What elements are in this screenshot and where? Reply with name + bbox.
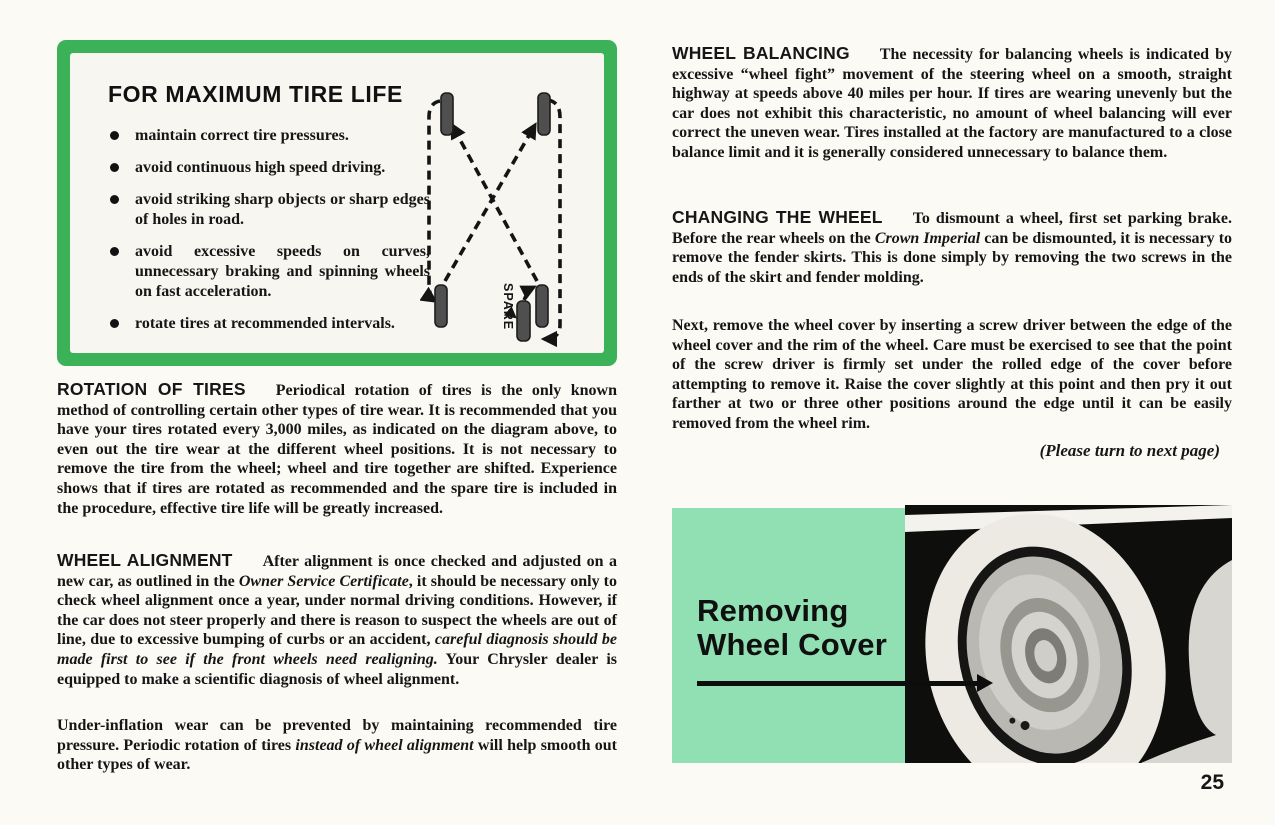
removing-cover-paragraph bbox=[672, 316, 1232, 434]
bullet-dot-icon bbox=[110, 195, 119, 204]
bullet-dot-icon bbox=[110, 163, 119, 172]
tire-rear-right-icon bbox=[536, 285, 548, 327]
changing-the-wheel-body-2: can be dismounted, it is necessary to remove the fender skirts. This is done simply by removing the two screws in the ends of the skirt and fender molding. bbox=[672, 229, 1233, 286]
tip-text: avoid excessive speeds on curves, unnecessary braking and spinning wheels on fast acceleration. bbox=[135, 243, 430, 300]
wheel-balancing-body: The necessity for balancing wheels is indicated by excessive “wheel fight” movement of the steering wheel on a smooth, straight highway at speeds above 40 miles per hour. If tires are wearing unevenly but the car does not exhibit this characteristic, no amount of wheel balancing will ever correct the uneven wear. Tires installed at the factory are manufactured to a close balance limit and it is generally considered unnecessary to balance them. bbox=[672, 46, 1232, 161]
bullet-dot-icon bbox=[110, 131, 119, 140]
changing-the-wheel-paragraph bbox=[672, 208, 1232, 287]
figure-caption-line2: Wheel Cover bbox=[697, 627, 887, 662]
caption-pointer-arrowhead-icon bbox=[977, 674, 993, 692]
list-item bbox=[108, 158, 430, 178]
changing-the-wheel-italic-1: Crown Imperial bbox=[874, 229, 981, 247]
wheel-alignment-heading: WHEEL ALIGNMENT bbox=[57, 550, 233, 570]
tire-life-tips-box bbox=[57, 40, 617, 366]
wheel-alignment-italic-1: Owner Service Certificate bbox=[238, 572, 409, 590]
under-inflation-italic-1: instead of wheel alignment bbox=[295, 736, 474, 754]
wheel-photo bbox=[905, 505, 1232, 763]
bullet-dot-icon bbox=[110, 247, 119, 256]
removing-cover-body: Next, remove the wheel cover by inserting a screw driver between the edge of the wheel cover and the rim of the wheel. Care must be exercised to see that the point of the screw driver is firmly set under the rolled edge of the cover before attempting to remove it. Raise the cover slightly at this point and then pry it out farther at two or three other positions around the edge until it can be easily removed from the wheel rim. bbox=[672, 317, 1232, 432]
changing-the-wheel-heading: CHANGING THE WHEEL bbox=[672, 207, 883, 227]
wheel-alignment-body-1: After alignment is once checked and adjusted on a new car, as outlined in the bbox=[57, 553, 617, 590]
tire-spare-icon bbox=[517, 301, 530, 341]
wheel-balancing-heading: WHEEL BALANCING bbox=[672, 43, 850, 63]
tire-rotation-diagram bbox=[420, 87, 588, 363]
wheel-alignment-body-3: Your Chrysler dealer is equipped to make a scientific diagnosis of wheel alignment. bbox=[57, 650, 618, 688]
list-item bbox=[108, 314, 430, 334]
wheel-alignment-paragraph bbox=[57, 551, 617, 689]
list-item bbox=[108, 126, 430, 146]
removing-wheel-cover-figure bbox=[672, 505, 1232, 763]
wheel-alignment-italic-2: careful diagnosis should be made first to see if the front wheels need realigning. bbox=[57, 631, 617, 668]
tip-text: maintain correct tire pressures. bbox=[135, 127, 349, 144]
rotation-arrow-cross1-icon bbox=[445, 125, 535, 281]
tip-text: avoid continuous high speed driving. bbox=[135, 159, 386, 176]
turn-page-note: (Please turn to next page) bbox=[1039, 441, 1220, 460]
tip-text: avoid striking sharp objects or sharp edges of holes in road. bbox=[135, 191, 430, 228]
rotation-of-tires-paragraph bbox=[57, 380, 617, 518]
tips-box-title: FOR MAXIMUM TIRE LIFE bbox=[108, 81, 403, 107]
rotation-of-tires-body: Periodical rotation of tires is the only known method of controlling certain other types of tire wear. It is recommended that you have your tires rotated every 3,000 miles, as indicated on the diagram above, to even out the tire wear at the different wheel positions. It is not necessary to remove the tire from the wheel; wheel and tire together are shifted. Experience shows that if tires are rotated as recommended and the spare tire is included in the procedure, effective tire life will be greatly increased. bbox=[57, 382, 617, 517]
rotation-arrow-left-icon bbox=[429, 101, 440, 301]
list-item bbox=[108, 242, 430, 302]
spare-label: SPARE bbox=[501, 283, 515, 331]
wheel-balancing-paragraph bbox=[672, 44, 1232, 163]
tire-rear-left-icon bbox=[435, 285, 447, 327]
changing-the-wheel-body-1: To dismount a wheel, first set parking brake. Before the rear wheels on the bbox=[672, 210, 1233, 247]
under-inflation-body-1: Under-inflation wear can be prevented by maintaining recommended tire pressure. Periodic rotation of tires bbox=[57, 717, 617, 754]
list-item bbox=[108, 190, 430, 230]
caption-pointer-line bbox=[697, 681, 977, 686]
tip-text: rotate tires at recommended intervals. bbox=[135, 315, 395, 332]
figure-caption bbox=[697, 594, 887, 662]
tire-front-right-icon bbox=[538, 93, 550, 135]
under-inflation-paragraph bbox=[57, 716, 617, 775]
figure-caption-panel bbox=[672, 508, 905, 763]
under-inflation-body-2: will help smooth out other types of wear. bbox=[57, 736, 618, 774]
rotation-arrow-cross2-icon bbox=[452, 125, 537, 281]
spare-to-wheel-arrow-icon bbox=[524, 287, 534, 300]
tire-life-tips-box-inner bbox=[70, 53, 604, 353]
bullet-dot-icon bbox=[110, 319, 119, 328]
page-number: 25 bbox=[1200, 771, 1224, 794]
tips-list bbox=[108, 126, 430, 334]
figure-caption-line1: Removing bbox=[697, 593, 849, 628]
rotation-of-tires-heading: ROTATION OF TIRES bbox=[57, 379, 246, 399]
wheel-alignment-body-2: , it should be necessary only to check wheel alignment once a year, under normal driving conditions. However, if the car does not steer properly and there is reason to suspect the wheels are out of line, due to excessive bumping of curbs or an accident, bbox=[57, 572, 617, 649]
tire-front-left-icon bbox=[441, 93, 453, 135]
